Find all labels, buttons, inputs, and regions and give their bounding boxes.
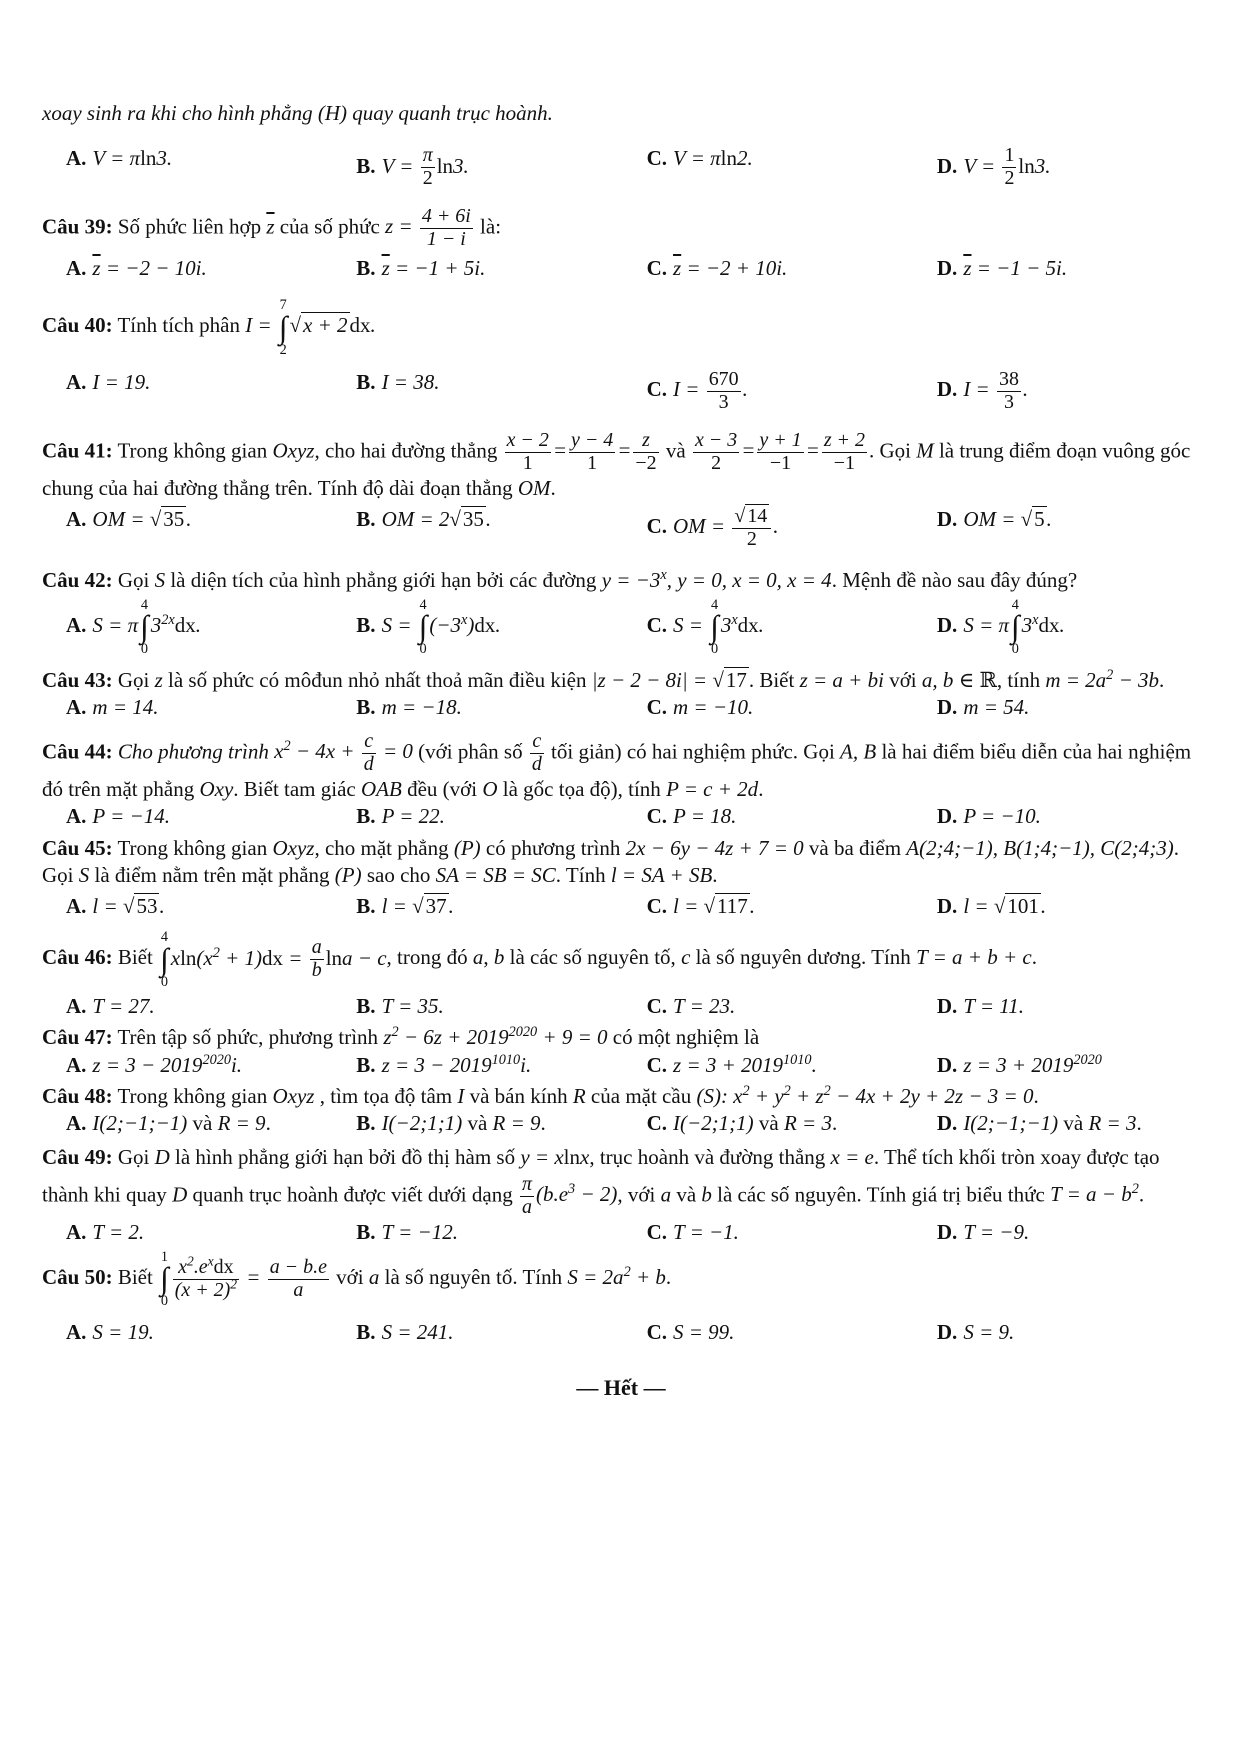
q41-text: . Gọi — [868, 437, 911, 462]
q48-text: , tìm tọa độ tâm — [319, 1083, 453, 1108]
q42-text: . Mệnh đề nào sau đây — [831, 567, 1021, 592]
q40-stem: Câu 40: Tính tích phân I = 7 ∫ 2 √x + 2dx. — [42, 297, 376, 358]
q39-option-c[interactable]: C. $\overline{z} = -2 + 10i$. — [646, 256, 788, 281]
q40-option-d[interactable]: D. I = $\frac{38}{3}$ . — [936, 367, 1029, 413]
q46-option-c[interactable]: C. T = 23. — [646, 993, 736, 1018]
q43-text: là số phức có môđun nhỏ nhất thoả mãn điều kiện — [168, 667, 587, 692]
option-letter: B. — [356, 1219, 376, 1244]
q50-option-a[interactable]: A. S = 19. — [66, 1319, 154, 1344]
q39-option-d[interactable]: D. $\overline{z} = -1 - 5i$. — [936, 256, 1068, 281]
option-letter: C. — [646, 377, 668, 402]
q39-options — [42, 255, 1200, 282]
q45-option-d[interactable]: D. l = √101. — [936, 894, 1047, 919]
question-39 — [42, 206, 1200, 282]
q50-options — [42, 1319, 1200, 1346]
q45-text: . Tính — [555, 862, 606, 887]
q46-text: , trong đó — [386, 945, 468, 970]
option-letter: D. — [936, 1052, 958, 1077]
q39-option-a[interactable]: A. $\overline{z} = -2 - 10i$. — [66, 256, 207, 281]
q45-option-a[interactable]: A. l = √53. — [66, 894, 165, 919]
option-letter: B. — [356, 1319, 376, 1344]
q46-option-a[interactable]: A. T = 27. — [66, 993, 155, 1018]
q49-option-c[interactable]: C. T = −1. — [646, 1219, 739, 1244]
q39-text: Số phức liên hợp — [117, 214, 262, 239]
q39-stem: Câu 39: Số phức liên hợp $\overline{z}$ của số phức z = $\frac{4 + 6i}{1 - i}$ là: — [42, 205, 502, 251]
q41-stem: Câu 41: Trong không gian Oxyz, cho hai đường thẳng $\frac{x - 2}{1}$ = $\frac{y - 4}{1}$ = $\frac{z}{-2}$ và $\frac{x - 3}{2}$ = $\frac{y + 1}{-1}$ = $\frac{z + 2}{-1}$ . Gọi M là trung điểm đoạn vuông góc chung của hai đường thẳng trên. Tính độ dài đoạn thẳng OM. — [42, 428, 1191, 500]
q44-option-a[interactable]: A. P = −14. — [66, 804, 170, 829]
q45-text: Trong không gian — [117, 835, 268, 860]
q40-options — [42, 369, 1200, 414]
question-42 — [42, 567, 1200, 657]
q45-text: có phương trình — [485, 835, 621, 860]
option-letter: B. — [356, 804, 376, 829]
option-letter: B. — [356, 153, 376, 178]
option-letter: B. — [356, 256, 376, 281]
q49-text: giá trị biểu thức — [911, 1182, 1045, 1207]
q49-text: và — [676, 1182, 697, 1207]
q38-option-a[interactable]: A. V = πln3. — [66, 146, 173, 171]
q43-text: Gọi — [117, 667, 150, 692]
q49-options — [42, 1219, 1200, 1246]
q44-option-d[interactable]: D. P = −10. — [936, 804, 1041, 829]
q42-options — [42, 598, 1200, 656]
option-letter: D. — [936, 153, 958, 178]
q46-stem: Câu 46: Biết 4 ∫ 0 $xln(x^2 + 1)dx$ = $\frac{a}{b}$ lna − c, trong đó a, b là các số nguyên tố, c là số nguyên dương. Tính T = a + b + c. — [42, 929, 1037, 990]
q50-stem: Câu 50: Biết 1 ∫ 0 $\frac{x^2.e^xdx}{(x + 2)^2}$ = $\frac{a - b.e}{a}$ với a là số nguyên tố. Tính $S = 2a^2 + b$. — [42, 1249, 672, 1310]
q44-option-b[interactable]: B. P = 22. — [356, 804, 445, 829]
option-letter: D. — [936, 1111, 958, 1136]
q48-text: và bán kính — [469, 1083, 568, 1108]
q50-option-c[interactable]: C. S = 99. — [646, 1319, 735, 1344]
q47-option-d[interactable]: D. $z = 3 + 2019^{2020}$ — [936, 1051, 1102, 1077]
q49-option-b[interactable]: B. T = −12. — [356, 1219, 458, 1244]
q41-text: Trong không gian — [117, 437, 268, 462]
q46-text: là số nguyên dương. Tính — [695, 945, 911, 970]
q43-option-d[interactable]: D. m = 54. — [936, 694, 1030, 719]
and-word: và — [758, 1111, 779, 1136]
q42-stem: Câu 42: Gọi S là diện tích của hình phẳng giới hạn bởi các đường $y = -3^x$, y = 0, x = 0, x = 4. Mệnh đề nào sau đây đúng? — [42, 566, 1078, 592]
q43-option-a[interactable]: A. m = 14. — [66, 694, 159, 719]
q39-label: Câu 39: — [42, 214, 113, 239]
q40-option-b[interactable]: B. I = 38. — [356, 369, 440, 394]
q48-text: Trong không gian — [117, 1083, 268, 1108]
q49-text: . Thể tích khối tròn — [873, 1145, 1036, 1170]
q41-options — [42, 506, 1200, 551]
q41-text: và — [665, 437, 686, 462]
q47-stem: Câu 47: Trên tập số phức, phương trình $z^2 - 6z + 2019^{2020} + 9 = 0$ có một nghiệm là — [42, 1024, 760, 1050]
option-letter: A. — [66, 1219, 87, 1244]
q42-option-d[interactable]: D. S = π 4 ∫ 0 3$^x$dx. — [936, 597, 1065, 658]
q44-label: Câu 44: — [42, 739, 113, 764]
q38-option-d[interactable]: D. V = $\frac{1}{2}$ ln3. — [936, 144, 1051, 190]
q46-option-d[interactable]: D. T = 11. — [936, 993, 1024, 1018]
q41-option-c[interactable]: C. OM = $\frac{√ 14}{2}$ . — [646, 504, 779, 550]
question-49 — [42, 1141, 1200, 1246]
q49-text: quanh trục hoành được viết dưới dạng — [192, 1182, 513, 1207]
q45-text: là điểm nằm trên mặt phẳng — [94, 862, 330, 887]
q44-text: tối giản) có hai nghiệm phức. Gọi — [551, 739, 835, 764]
option-letter: B. — [356, 613, 376, 638]
q45-text: và ba điểm — [808, 835, 902, 860]
option-letter: C. — [646, 894, 668, 919]
q43-text: , tính — [996, 667, 1041, 692]
q49-text: , trục hoành và đường thẳng — [589, 1145, 826, 1170]
option-letter: C. — [646, 804, 668, 829]
q49-option-a[interactable]: A. T = 2. — [66, 1219, 145, 1244]
q40-option-c[interactable]: C. I = $\frac{670}{3}$ . — [646, 367, 748, 413]
q47-text: có một nghiệm là — [612, 1025, 760, 1050]
and-word: và — [192, 1111, 213, 1136]
option-letter: A. — [66, 146, 87, 171]
option-letter: D. — [936, 894, 958, 919]
option-letter: D. — [936, 506, 958, 531]
q42-option-a[interactable]: A. S = π 4 ∫ 0 $3^{2x}dx$. — [66, 597, 201, 658]
question-41 — [42, 430, 1200, 551]
q40-label: Câu 40: — [42, 313, 113, 338]
q39-text: của số phức — [279, 214, 380, 239]
option-letter: D. — [936, 993, 958, 1018]
q40-option-a[interactable]: A. I = 19. — [66, 369, 151, 394]
q45-label: Câu 45: — [42, 835, 113, 860]
q44-options — [42, 803, 1200, 830]
q39-option-b[interactable]: B. $\overline{z} = -1 + 5i$. — [356, 256, 486, 281]
q48-stem: Câu 48: Trong không gian Oxyz , tìm tọa độ tâm I và bán kính R của mặt cầu (S): $x^2 + y^2 + z^2 - 4x + 2y + 2z - 3 = 0$. — [42, 1082, 1039, 1108]
q44-text: Cho phương trình — [117, 739, 269, 764]
question-48 — [42, 1083, 1200, 1138]
option-letter: D. — [936, 377, 958, 402]
option-letter: B. — [356, 1052, 376, 1077]
q48-option-b[interactable]: B. I(−2;1;1) và R = 9. — [356, 1111, 546, 1136]
q47-option-c[interactable]: C. $z = 3 + 2019^{1010}$. — [646, 1051, 817, 1077]
q38-options — [42, 145, 1200, 190]
q41-text: là trung — [938, 437, 1004, 462]
and-word: và — [1063, 1111, 1084, 1136]
question-46 — [42, 930, 1200, 1020]
q45-option-b[interactable]: B. l = √37. — [356, 894, 454, 919]
question-44 — [42, 731, 1200, 830]
option-letter: B. — [356, 694, 376, 719]
option-letter: C. — [646, 1219, 668, 1244]
q44-option-c[interactable]: C. P = 18. — [646, 804, 737, 829]
option-letter: A. — [66, 1319, 87, 1344]
q41-label: Câu 41: — [42, 437, 113, 462]
q49-text: là các số nguyên. Tính — [717, 1182, 907, 1207]
q43-text: . Biết — [748, 667, 795, 692]
q45-options — [42, 893, 1200, 920]
q46-options — [42, 993, 1200, 1020]
q38-option-c[interactable]: C. V = πln2. — [646, 146, 753, 171]
q47-options — [42, 1052, 1200, 1079]
q42-label: Câu 42: — [42, 567, 113, 592]
option-letter: A. — [66, 369, 87, 394]
option-letter: B. — [356, 506, 376, 531]
option-letter: C. — [646, 993, 668, 1018]
q44-text: đều (với — [407, 777, 478, 801]
q44-stem: Câu 44: Cho phương trình $x^2 - 4x$ + $\frac{c}{d}$ = 0 (với phân số $\frac{c}{d}$ tối giản) có hai nghiệm phức. Gọi A, B là hai điểm biểu diễn của hai nghiệm đó trên mặt phẳng Oxy. Biết tam giác OAB đều (với O là gốc tọa độ), tính P = c + 2d. — [42, 730, 1192, 801]
q50-text: với — [336, 1265, 364, 1290]
q50-text: là số nguyên tố. Tính — [384, 1265, 563, 1290]
question-40 — [42, 298, 1200, 413]
q46-label: Câu 46: — [42, 945, 113, 970]
option-letter: B. — [356, 894, 376, 919]
option-letter: D. — [936, 1219, 958, 1244]
q41-option-b[interactable]: B. OM = 2√35. — [356, 506, 492, 531]
q48-label: Câu 48: — [42, 1083, 113, 1108]
option-letter: A. — [66, 1052, 87, 1077]
q43-options — [42, 694, 1200, 721]
option-letter: B. — [356, 993, 376, 1018]
q49-label: Câu 49: — [42, 1145, 113, 1170]
option-letter: A. — [66, 506, 87, 531]
option-letter: B. — [356, 369, 376, 394]
q46-text: Biết — [117, 945, 153, 970]
q45-stem: Câu 45: Trong không gian Oxyz, cho mặt phẳng (P) có phương trình 2x − 6y − 4z + 7 = 0 và ba điểm A(2;4;−1), B(1;4;−1), C(2;4;3). Gọi S là điểm nằm trên mặt phẳng (P) sao cho SA = SB = SC. Tính l = SA + SB. — [42, 835, 1179, 887]
question-43 — [42, 667, 1200, 722]
q49-stem: Câu 49: Gọi D là hình phẳng giới hạn bởi đồ thị hàm số y = xlnx, trục hoành và đường thẳng x = e. Thể tích khối tròn xoay được tạo thành khi quay D quanh trục hoành được viết dưới dạng $\frac{\pi}{a}$ $(b.e^3 - 2)$, với a và b là các số nguyên. Tính giá trị biểu thức $T = a - b^2$. — [42, 1145, 1160, 1218]
q49-text: , với — [617, 1182, 656, 1207]
option-letter: D. — [936, 1319, 958, 1344]
q44-text: là gốc tọa độ), tính — [502, 777, 661, 801]
q48-options — [42, 1110, 1200, 1137]
q47-option-a[interactable]: A. $z = 3 - 2019^{2020}i$. — [66, 1051, 243, 1077]
q48-option-d[interactable]: D. I(2;−1;−1) và R = 3. — [936, 1111, 1142, 1136]
option-letter: C. — [646, 1319, 668, 1344]
end-marker: — Hết — — [576, 1374, 666, 1400]
intro-line — [42, 100, 1200, 127]
q43-text: với — [889, 667, 917, 692]
q46-text: là các số nguyên tố, — [509, 945, 676, 970]
q43-option-c[interactable]: C. m = −10. — [646, 694, 754, 719]
q50-option-d[interactable]: D. S = 9. — [936, 1319, 1015, 1344]
option-letter: C. — [646, 613, 668, 638]
q47-label: Câu 47: — [42, 1025, 113, 1050]
q46-option-b[interactable]: B. T = 35. — [356, 993, 444, 1018]
and-word: và — [467, 1111, 488, 1136]
q41-text: điểm đoạn vuông góc chung của hai đường thẳng trên. Tính độ dài đoạn thẳng — [42, 437, 1191, 500]
option-letter: D. — [936, 256, 958, 281]
q41-text: , cho hai đường thẳng — [314, 437, 498, 462]
q44-text: diễn của hai nghiệm đó trên mặt phẳng — [42, 739, 1192, 801]
q43-option-b[interactable]: B. m = −18. — [356, 694, 462, 719]
option-letter: C. — [646, 146, 668, 171]
q47-option-b[interactable]: B. $z = 3 - 2019^{1010}i$. — [356, 1051, 532, 1077]
q41-option-a[interactable]: A. OM = √35. — [66, 506, 192, 531]
q44-text: là hai điểm biểu — [881, 739, 1017, 764]
q48-text: của mặt cầu — [590, 1083, 692, 1108]
q49-text: xoay được tạo thành khi quay — [42, 1145, 1160, 1207]
question-47 — [42, 1024, 1200, 1079]
q50-label: Câu 50: — [42, 1265, 113, 1290]
q49-text: Gọi — [117, 1145, 150, 1170]
q42-text: đúng? — [1025, 567, 1078, 592]
q44-text: . Biết tam giác — [233, 777, 356, 801]
option-letter: C. — [646, 1111, 668, 1136]
option-letter: A. — [66, 894, 87, 919]
option-letter: C. — [646, 514, 668, 539]
q43-stem: Câu 43: Gọi z là số phức có môđun nhỏ nhất thoả mãn điều kiện |z − 2 − 8i| = √17. Biết z = a + bi với a, b ∈ ℝ, tính $m = 2a^2 - 3b$. — [42, 666, 1165, 692]
intro-text: xoay sinh ra khi cho hình phẳng (H) quay quanh trục hoành. — [42, 101, 553, 125]
q48-option-c[interactable]: C. I(−2;1;1) và R = 3. — [646, 1111, 838, 1136]
q42-text: là diện tích của hình phẳng giới hạn bởi các đường — [170, 567, 597, 592]
option-letter: A. — [66, 613, 87, 638]
option-letter: D. — [936, 694, 958, 719]
q43-label: Câu 43: — [42, 667, 113, 692]
question-45 — [42, 835, 1200, 921]
q47-text: Trên tập số phức, phương trình — [117, 1025, 379, 1050]
q49-option-d[interactable]: D. T = −9. — [936, 1219, 1030, 1244]
q42-text: Gọi — [117, 567, 150, 592]
option-letter: C. — [646, 256, 668, 281]
q48-option-a[interactable]: A. I(2;−1;−1) và R = 9. — [66, 1111, 271, 1136]
q44-text: (với phân số — [418, 739, 523, 764]
q45-text: , cho mặt phẳng — [314, 835, 449, 860]
q45-text: sao cho — [366, 862, 431, 887]
option-letter: B. — [356, 1111, 376, 1136]
option-letter: A. — [66, 256, 87, 281]
q41-option-d[interactable]: D. OM = √5. — [936, 506, 1052, 531]
question-50 — [42, 1250, 1200, 1346]
q42-option-c[interactable]: C. S = 4 ∫ 0 3$^x$dx. — [646, 597, 764, 658]
option-letter: D. — [936, 804, 958, 829]
q38-option-b[interactable]: B. V = $\frac{\pi}{2}$ ln3. — [356, 144, 469, 190]
option-letter: C. — [646, 694, 668, 719]
q50-option-b[interactable]: B. S = 241. — [356, 1319, 454, 1344]
q50-text: Biết — [117, 1265, 153, 1290]
q45-option-c[interactable]: C. l = √117. — [646, 894, 756, 919]
q42-option-b[interactable]: B. S = 4 ∫ 0 $(-3^x)dx$. — [356, 597, 501, 658]
q39-text: là: — [480, 214, 502, 239]
q40-text: Tính tích phân — [117, 313, 240, 338]
q45-text: . Gọi — [42, 835, 1179, 887]
option-letter: A. — [66, 804, 87, 829]
option-letter: A. — [66, 694, 87, 719]
option-letter: C. — [646, 1052, 668, 1077]
q49-text: là hình phẳng giới hạn bởi đồ thị hàm số — [175, 1145, 516, 1170]
option-letter: A. — [66, 1111, 87, 1136]
option-letter: A. — [66, 993, 87, 1018]
option-letter: D. — [936, 613, 958, 638]
